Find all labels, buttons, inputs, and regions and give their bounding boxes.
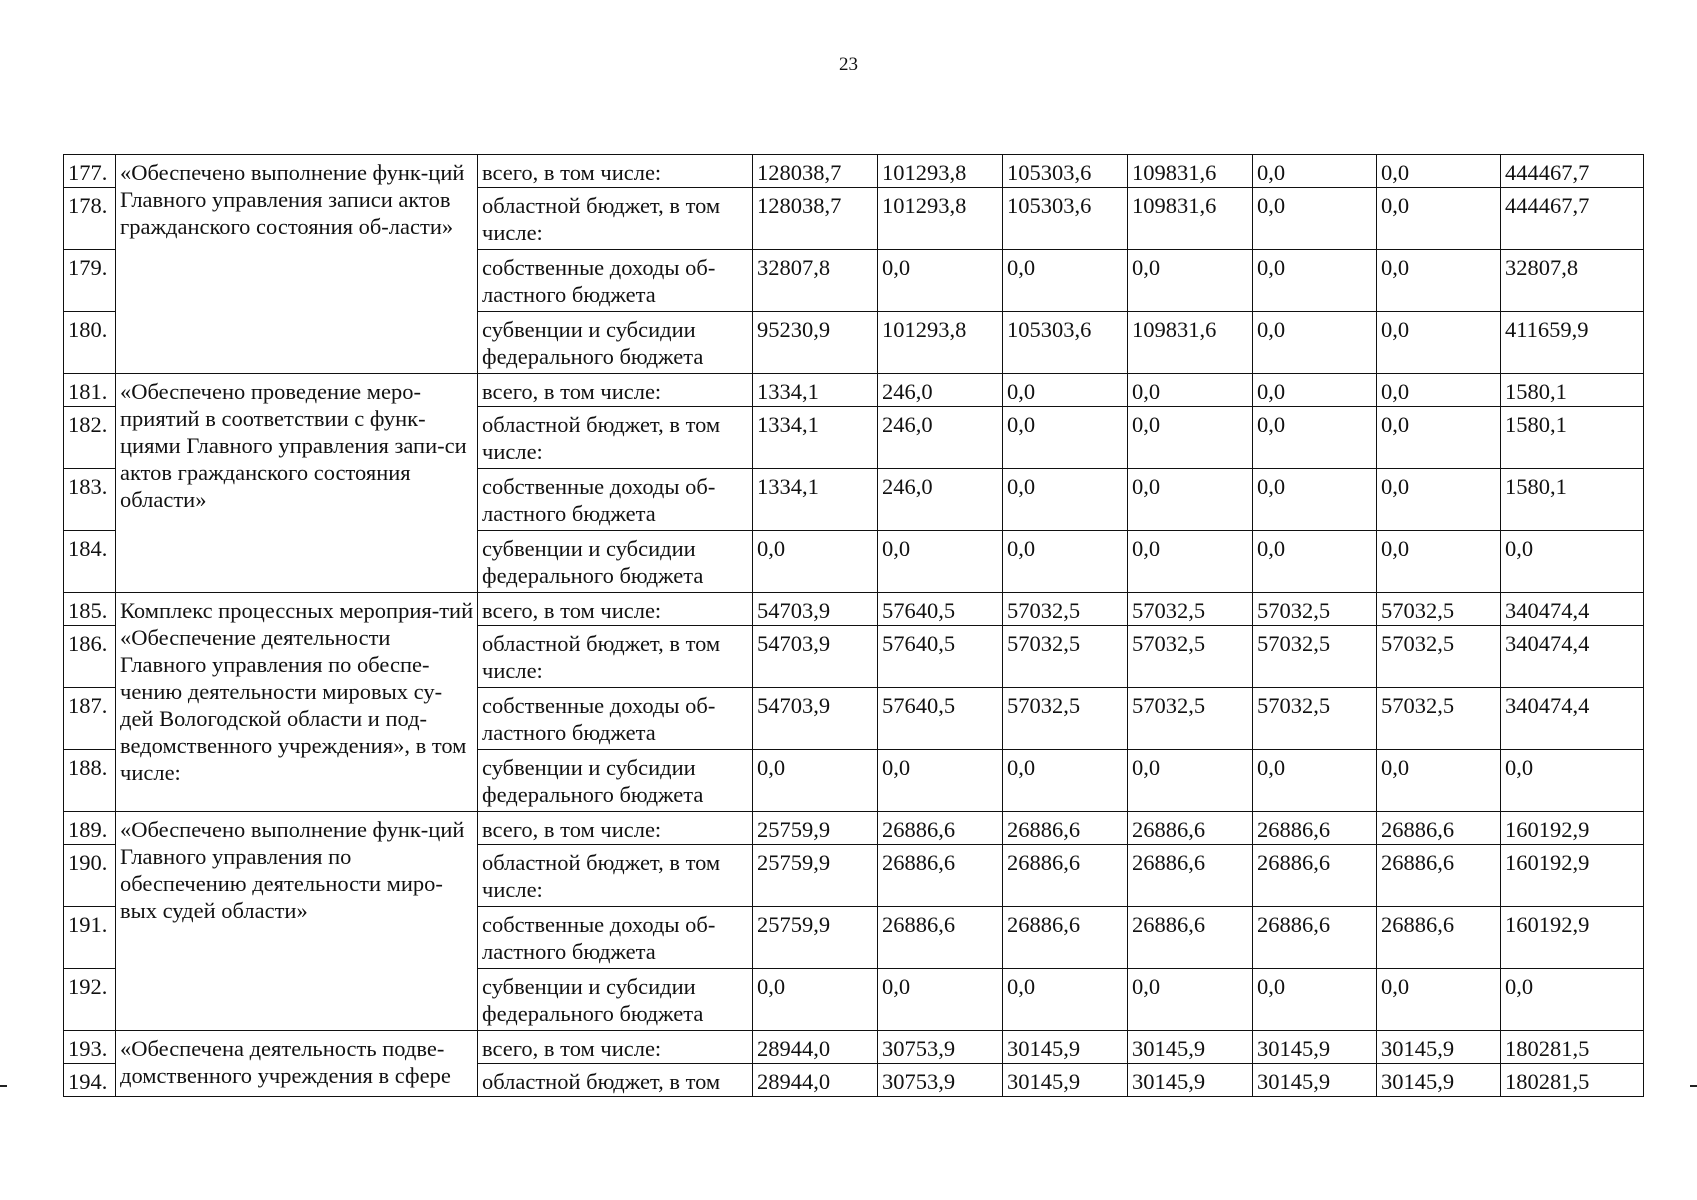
total-value: 180281,5 xyxy=(1501,1031,1644,1064)
row-number: 188. xyxy=(64,750,116,812)
year-value: 30145,9 xyxy=(1128,1031,1253,1064)
activity-description: «Обеспечена деятельность подве-домственного учреждения в сфере xyxy=(116,1031,478,1097)
year-value: 0,0 xyxy=(1377,407,1501,469)
year-value: 0,0 xyxy=(1003,969,1128,1031)
funding-source-label: собственные доходы об-ластного бюджета xyxy=(478,907,753,969)
year-value: 0,0 xyxy=(1253,750,1377,812)
year-value: 57032,5 xyxy=(1253,688,1377,750)
total-value: 0,0 xyxy=(1501,969,1644,1031)
year-value: 0,0 xyxy=(878,969,1003,1031)
page-number: 23 xyxy=(839,54,858,75)
year-value: 0,0 xyxy=(1377,250,1501,312)
row-number: 179. xyxy=(64,250,116,312)
year-value: 26886,6 xyxy=(1377,812,1501,845)
row-number: 178. xyxy=(64,188,116,250)
row-number: 181. xyxy=(64,374,116,407)
year-value: 30145,9 xyxy=(1377,1031,1501,1064)
row-number: 182. xyxy=(64,407,116,469)
year-value: 57032,5 xyxy=(1253,626,1377,688)
funding-source-label: всего, в том числе: xyxy=(478,374,753,407)
row-number: 177. xyxy=(64,155,116,188)
year-value: 0,0 xyxy=(1128,407,1253,469)
year-value: 26886,6 xyxy=(1128,845,1253,907)
year-value: 26886,6 xyxy=(1003,845,1128,907)
year-value: 0,0 xyxy=(1377,531,1501,593)
year-value: 0,0 xyxy=(1128,531,1253,593)
year-value: 26886,6 xyxy=(1128,812,1253,845)
funding-source-label: всего, в том числе: xyxy=(478,1031,753,1064)
year-value: 0,0 xyxy=(1253,969,1377,1031)
year-value: 0,0 xyxy=(1253,155,1377,188)
total-value: 0,0 xyxy=(1501,750,1644,812)
year-value: 0,0 xyxy=(1377,312,1501,374)
year-value: 26886,6 xyxy=(1003,907,1128,969)
year-value: 109831,6 xyxy=(1128,155,1253,188)
year-value: 0,0 xyxy=(1128,374,1253,407)
year-value: 0,0 xyxy=(1003,750,1128,812)
year-value: 0,0 xyxy=(753,750,878,812)
year-value: 105303,6 xyxy=(1003,155,1128,188)
year-value: 26886,6 xyxy=(878,812,1003,845)
year-value: 0,0 xyxy=(1253,374,1377,407)
total-value: 160192,9 xyxy=(1501,845,1644,907)
row-number: 180. xyxy=(64,312,116,374)
funding-source-label: всего, в том числе: xyxy=(478,155,753,188)
year-value: 0,0 xyxy=(1003,250,1128,312)
row-number: 186. xyxy=(64,626,116,688)
year-value: 30145,9 xyxy=(1003,1064,1128,1097)
activity-description: «Обеспечено выполнение функ-ций Главного управления записи актов гражданского состояния об-ласти» xyxy=(116,155,478,374)
year-value: 0,0 xyxy=(1003,469,1128,531)
total-value: 444467,7 xyxy=(1501,155,1644,188)
funding-source-label: субвенции и субсидии федерального бюджета xyxy=(478,531,753,593)
table-row xyxy=(64,155,1644,188)
year-value: 26886,6 xyxy=(1377,845,1501,907)
funding-source-label: субвенции и субсидии федерального бюджета xyxy=(478,750,753,812)
year-value: 1334,1 xyxy=(753,407,878,469)
funding-source-label: собственные доходы об-ластного бюджета xyxy=(478,250,753,312)
year-value: 0,0 xyxy=(1253,188,1377,250)
year-value: 101293,8 xyxy=(878,155,1003,188)
year-value: 0,0 xyxy=(1377,469,1501,531)
total-value: 340474,4 xyxy=(1501,593,1644,626)
year-value: 0,0 xyxy=(1253,407,1377,469)
year-value: 0,0 xyxy=(753,969,878,1031)
year-value: 30145,9 xyxy=(1377,1064,1501,1097)
year-value: 28944,0 xyxy=(753,1031,878,1064)
year-value: 30145,9 xyxy=(1128,1064,1253,1097)
total-value: 180281,5 xyxy=(1501,1064,1644,1097)
funding-source-label: собственные доходы об-ластного бюджета xyxy=(478,688,753,750)
total-value: 160192,9 xyxy=(1501,812,1644,845)
table-row xyxy=(64,593,1644,626)
year-value: 30145,9 xyxy=(1003,1031,1128,1064)
total-value: 411659,9 xyxy=(1501,312,1644,374)
year-value: 57640,5 xyxy=(878,593,1003,626)
year-value: 1334,1 xyxy=(753,374,878,407)
year-value: 26886,6 xyxy=(878,907,1003,969)
year-value: 25759,9 xyxy=(753,907,878,969)
year-value: 105303,6 xyxy=(1003,188,1128,250)
row-number: 194. xyxy=(64,1064,116,1097)
year-value: 57032,5 xyxy=(1128,593,1253,626)
row-number: 192. xyxy=(64,969,116,1031)
year-value: 57032,5 xyxy=(1377,626,1501,688)
year-value: 26886,6 xyxy=(1253,907,1377,969)
row-number: 185. xyxy=(64,593,116,626)
year-value: 0,0 xyxy=(1003,374,1128,407)
year-value: 26886,6 xyxy=(1377,907,1501,969)
year-value: 0,0 xyxy=(1377,188,1501,250)
year-value: 0,0 xyxy=(1128,969,1253,1031)
year-value: 57032,5 xyxy=(1253,593,1377,626)
year-value: 30753,9 xyxy=(878,1031,1003,1064)
year-value: 54703,9 xyxy=(753,593,878,626)
total-value: 32807,8 xyxy=(1501,250,1644,312)
right-edge-mark xyxy=(1690,1085,1697,1087)
year-value: 101293,8 xyxy=(878,188,1003,250)
total-value: 1580,1 xyxy=(1501,374,1644,407)
activity-description: Комплекс процессных мероприя-тий «Обеспечение деятельности Главного управления по обеспе-чению деятельности мировых су-дей Вологодской области и под-ведомственного учреждения», в том числе: xyxy=(116,593,478,812)
year-value: 32807,8 xyxy=(753,250,878,312)
funding-source-label: всего, в том числе: xyxy=(478,812,753,845)
year-value: 57032,5 xyxy=(1128,688,1253,750)
funding-source-label: собственные доходы об-ластного бюджета xyxy=(478,469,753,531)
year-value: 57032,5 xyxy=(1003,688,1128,750)
year-value: 30145,9 xyxy=(1253,1064,1377,1097)
year-value: 0,0 xyxy=(1253,312,1377,374)
funding-source-label: областной бюджет, в том числе: xyxy=(478,407,753,469)
funding-source-label: областной бюджет, в том числе: xyxy=(478,626,753,688)
left-edge-mark xyxy=(0,1085,7,1087)
year-value: 26886,6 xyxy=(878,845,1003,907)
year-value: 0,0 xyxy=(878,250,1003,312)
activity-description: «Обеспечено проведение меро-приятий в соответствии с функ-циями Главного управления запи-си актов гражданского состояния области» xyxy=(116,374,478,593)
row-number: 184. xyxy=(64,531,116,593)
total-value: 160192,9 xyxy=(1501,907,1644,969)
activity-description: «Обеспечено выполнение функ-ций Главного управления по обеспечению деятельности миро-вых судей области» xyxy=(116,812,478,1031)
year-value: 0,0 xyxy=(878,531,1003,593)
total-value: 340474,4 xyxy=(1501,688,1644,750)
total-value: 1580,1 xyxy=(1501,469,1644,531)
year-value: 101293,8 xyxy=(878,312,1003,374)
total-value: 1580,1 xyxy=(1501,407,1644,469)
total-value: 0,0 xyxy=(1501,531,1644,593)
year-value: 0,0 xyxy=(1377,374,1501,407)
year-value: 0,0 xyxy=(753,531,878,593)
year-value: 0,0 xyxy=(1377,155,1501,188)
year-value: 0,0 xyxy=(1128,250,1253,312)
row-number: 190. xyxy=(64,845,116,907)
year-value: 28944,0 xyxy=(753,1064,878,1097)
year-value: 128038,7 xyxy=(753,188,878,250)
funding-source-label: областной бюджет, в том числе: xyxy=(478,188,753,250)
row-number: 183. xyxy=(64,469,116,531)
table-row xyxy=(64,374,1644,407)
year-value: 0,0 xyxy=(1003,531,1128,593)
year-value: 109831,6 xyxy=(1128,188,1253,250)
year-value: 246,0 xyxy=(878,374,1003,407)
year-value: 0,0 xyxy=(1377,750,1501,812)
year-value: 128038,7 xyxy=(753,155,878,188)
year-value: 0,0 xyxy=(1003,407,1128,469)
year-value: 25759,9 xyxy=(753,845,878,907)
year-value: 57032,5 xyxy=(1377,688,1501,750)
year-value: 246,0 xyxy=(878,469,1003,531)
year-value: 57640,5 xyxy=(878,626,1003,688)
year-value: 0,0 xyxy=(1253,469,1377,531)
funding-source-label: субвенции и субсидии федерального бюджета xyxy=(478,312,753,374)
funding-source-label: субвенции и субсидии федерального бюджета xyxy=(478,969,753,1031)
year-value: 0,0 xyxy=(1128,469,1253,531)
year-value: 54703,9 xyxy=(753,626,878,688)
year-value: 26886,6 xyxy=(1003,812,1128,845)
year-value: 0,0 xyxy=(1253,531,1377,593)
year-value: 30145,9 xyxy=(1253,1031,1377,1064)
row-number: 193. xyxy=(64,1031,116,1064)
year-value: 30753,9 xyxy=(878,1064,1003,1097)
funding-source-label: областной бюджет, в том числе: xyxy=(478,845,753,907)
year-value: 25759,9 xyxy=(753,812,878,845)
funding-source-label: областной бюджет, в том xyxy=(478,1064,753,1097)
row-number: 187. xyxy=(64,688,116,750)
total-value: 340474,4 xyxy=(1501,626,1644,688)
year-value: 57032,5 xyxy=(1003,593,1128,626)
total-value: 444467,7 xyxy=(1501,188,1644,250)
funding-source-label: всего, в том числе: xyxy=(478,593,753,626)
year-value: 57032,5 xyxy=(1128,626,1253,688)
year-value: 26886,6 xyxy=(1128,907,1253,969)
table-row xyxy=(64,1031,1644,1064)
year-value: 0,0 xyxy=(1377,969,1501,1031)
row-number: 191. xyxy=(64,907,116,969)
row-number: 189. xyxy=(64,812,116,845)
year-value: 57032,5 xyxy=(1003,626,1128,688)
year-value: 57032,5 xyxy=(1377,593,1501,626)
year-value: 1334,1 xyxy=(753,469,878,531)
year-value: 0,0 xyxy=(1128,750,1253,812)
year-value: 95230,9 xyxy=(753,312,878,374)
year-value: 246,0 xyxy=(878,407,1003,469)
year-value: 0,0 xyxy=(878,750,1003,812)
budget-table xyxy=(63,154,1644,1097)
year-value: 109831,6 xyxy=(1128,312,1253,374)
year-value: 54703,9 xyxy=(753,688,878,750)
year-value: 0,0 xyxy=(1253,250,1377,312)
year-value: 26886,6 xyxy=(1253,845,1377,907)
year-value: 57640,5 xyxy=(878,688,1003,750)
year-value: 26886,6 xyxy=(1253,812,1377,845)
table-row xyxy=(64,812,1644,845)
year-value: 105303,6 xyxy=(1003,312,1128,374)
